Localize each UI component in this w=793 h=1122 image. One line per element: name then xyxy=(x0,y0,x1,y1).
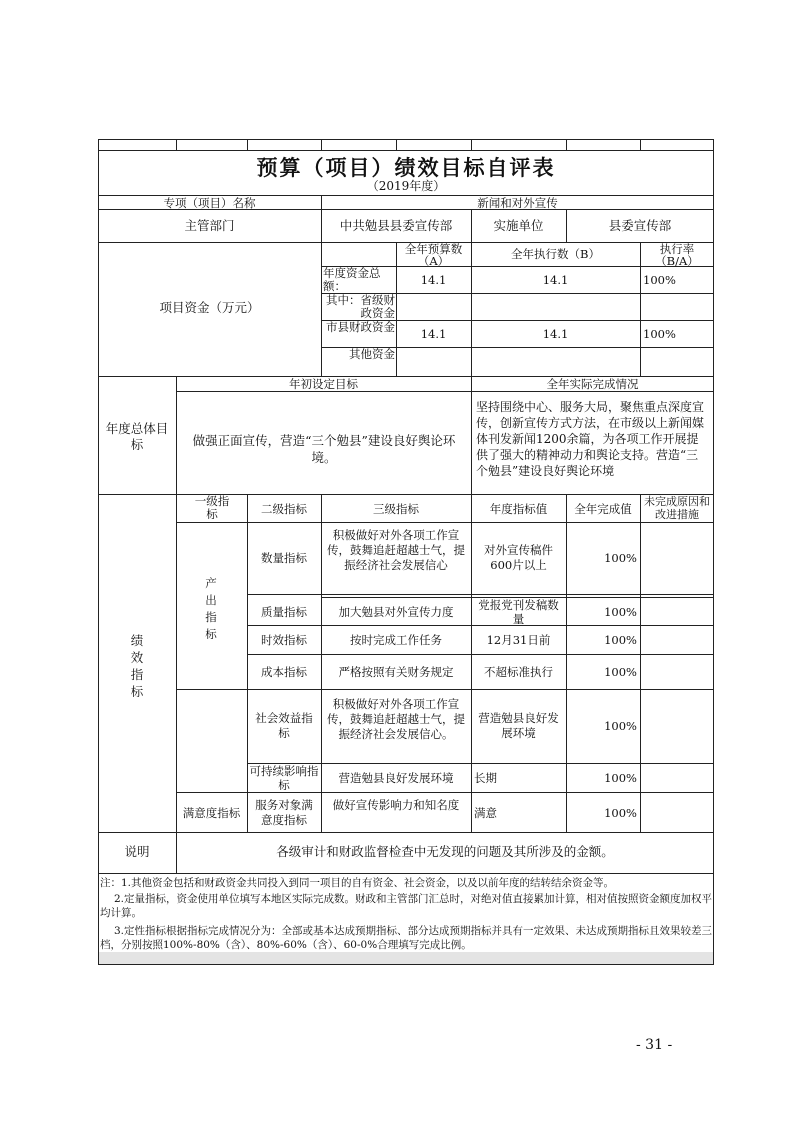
indicator-done: 100% xyxy=(604,633,637,647)
fund-row-a: 14.1 xyxy=(420,327,447,341)
note-2: 2.定量指标，资金使用单位填写本地区实际完成数。财政和主管部门汇总时，对绝对值直接累加计算，相对值按照资金额度加权平均计算。 xyxy=(100,893,713,919)
indicator-done: 100% xyxy=(604,665,637,679)
header-level3: 三级指标 xyxy=(373,502,419,516)
indicator-row: 质量指标 xyxy=(261,605,307,619)
funds-label: 项目资金（万元） xyxy=(159,300,260,315)
indicator-l3: 按时完成工作任务 xyxy=(350,633,442,647)
year-subtitle: （2019年度） xyxy=(366,179,446,193)
goals-label: 年度总体目标 xyxy=(105,421,169,452)
project-name-label: 专项（项目）名称 xyxy=(163,196,256,210)
indicator-value: 党报党刊发稿数量 xyxy=(478,598,559,626)
indicator-value: 12月31日前 xyxy=(486,633,551,647)
indicator-l3: 加大勉县对外宣传力度 xyxy=(338,605,454,619)
actual-text: 坚持围绕中心、服务大局，聚焦重点深度宣传，创新宣传方式方法，在市级以上新闻媒体刊发新闻1200余篇，为各项工作开展提供了强大的精神动力和舆论支持。营造“三个勉县”建设良好舆论环境 xyxy=(476,400,705,478)
indicator-l3: 严格按照有关财务规定 xyxy=(338,665,454,679)
note-1: 注：1.其他资金包括和财政资金共同投入到同一项目的自有资金、社会资金，以及以前年度的结转结余资金等。 xyxy=(100,877,615,889)
actual-header: 全年实际完成情况 xyxy=(546,377,639,391)
fund-row-rate: 100% xyxy=(643,327,676,341)
indicator-l3: 营造勉县良好发展环境 xyxy=(338,771,454,785)
indicator-row: 可持续影响指标 xyxy=(249,764,319,792)
indicator-row: 数量指标 xyxy=(261,551,307,565)
header-reason: 未完成原因和改进措施 xyxy=(644,495,710,521)
output-indicators-label: 产出指标 xyxy=(205,576,217,641)
indicator-done: 100% xyxy=(604,806,637,820)
header-level2: 二级指标 xyxy=(261,502,307,516)
footer-shade xyxy=(99,952,713,964)
fund-row-rate: 100% xyxy=(643,273,676,287)
indicator-l3: 积极做好对外各项工作宣传，鼓舞追赶超越士气，提振经济社会发展信心 xyxy=(327,528,465,572)
planned-header: 年初设定目标 xyxy=(289,377,358,391)
indicators-label: 绩效指标 xyxy=(130,633,144,699)
indicator-l3: 做好宣传影响力和知名度 xyxy=(332,798,460,812)
dept-value: 中共勉县县委宣传部 xyxy=(339,218,453,233)
col-exec-header: 全年执行数（B） xyxy=(511,247,600,261)
explain-label: 说明 xyxy=(124,844,150,859)
indicator-value: 对外宣传稿件600片以上 xyxy=(484,543,553,572)
indicator-value: 满意 xyxy=(474,806,497,820)
indicator-row: 服务对象满意度指标 xyxy=(255,798,313,827)
indicator-row: 时效指标 xyxy=(261,633,307,647)
satisfaction-indicator-label: 满意度指标 xyxy=(182,806,241,820)
project-name-value: 新闻和对外宣传 xyxy=(477,196,558,210)
header-level1: 一级指标 xyxy=(194,494,230,521)
indicator-l3: 积极做好对外各项工作宣传，鼓舞追赶超越士气，提振经济社会发展信心。 xyxy=(327,697,465,741)
indicator-done: 100% xyxy=(604,551,637,565)
header-value: 年度指标值 xyxy=(489,502,548,516)
impl-value: 县委宣传部 xyxy=(608,218,672,233)
fund-row-a: 14.1 xyxy=(420,273,447,287)
indicator-value: 不超标准执行 xyxy=(484,665,553,679)
fund-row-name: 年度资金总额： xyxy=(323,266,381,293)
fund-row-name: 其他资金 xyxy=(349,347,395,361)
indicator-value: 营造勉县良好发展环境 xyxy=(478,711,559,740)
planned-text: 做强正面宣传，营造“三个勉县”建设良好舆论环境。 xyxy=(192,433,456,465)
indicator-done: 100% xyxy=(604,771,637,785)
dept-label: 主管部门 xyxy=(184,218,235,233)
explain-text: 各级审计和财政监督检查中无发现的问题及其所涉及的金额。 xyxy=(276,844,614,859)
indicator-done: 100% xyxy=(604,605,637,619)
indicator-row: 社会效益指标 xyxy=(255,711,313,740)
col-budget-header: 全年预算数（A） xyxy=(404,242,463,268)
col-rate-header: 执行率（B/A） xyxy=(655,242,699,268)
indicator-done: 100% xyxy=(604,719,637,733)
indicator-row: 成本指标 xyxy=(261,665,307,679)
impl-label: 实施单位 xyxy=(493,218,544,233)
fund-row-name: 市县财政资金 xyxy=(326,320,395,334)
fund-row-name: 其中：省级财政资金 xyxy=(326,293,395,320)
indicator-value: 长期 xyxy=(474,771,497,785)
grid-line xyxy=(98,150,714,151)
fund-row-b: 14.1 xyxy=(542,273,569,287)
page-title: 预算（项目）绩效目标自评表 xyxy=(256,155,556,180)
note-3: 3.定性指标根据指标完成情况分为：全部或基本达成预期指标、部分达成预期指标并具有一定效果、未达成预期指标且效果较差三档，分别按照100%-80%（含）、80%-60%（含）、60-0%合理填写完成比例。 xyxy=(100,925,713,951)
header-done: 全年完成值 xyxy=(574,502,632,516)
page-number: - 31 - xyxy=(636,1037,673,1053)
fund-row-b: 14.1 xyxy=(542,327,569,341)
